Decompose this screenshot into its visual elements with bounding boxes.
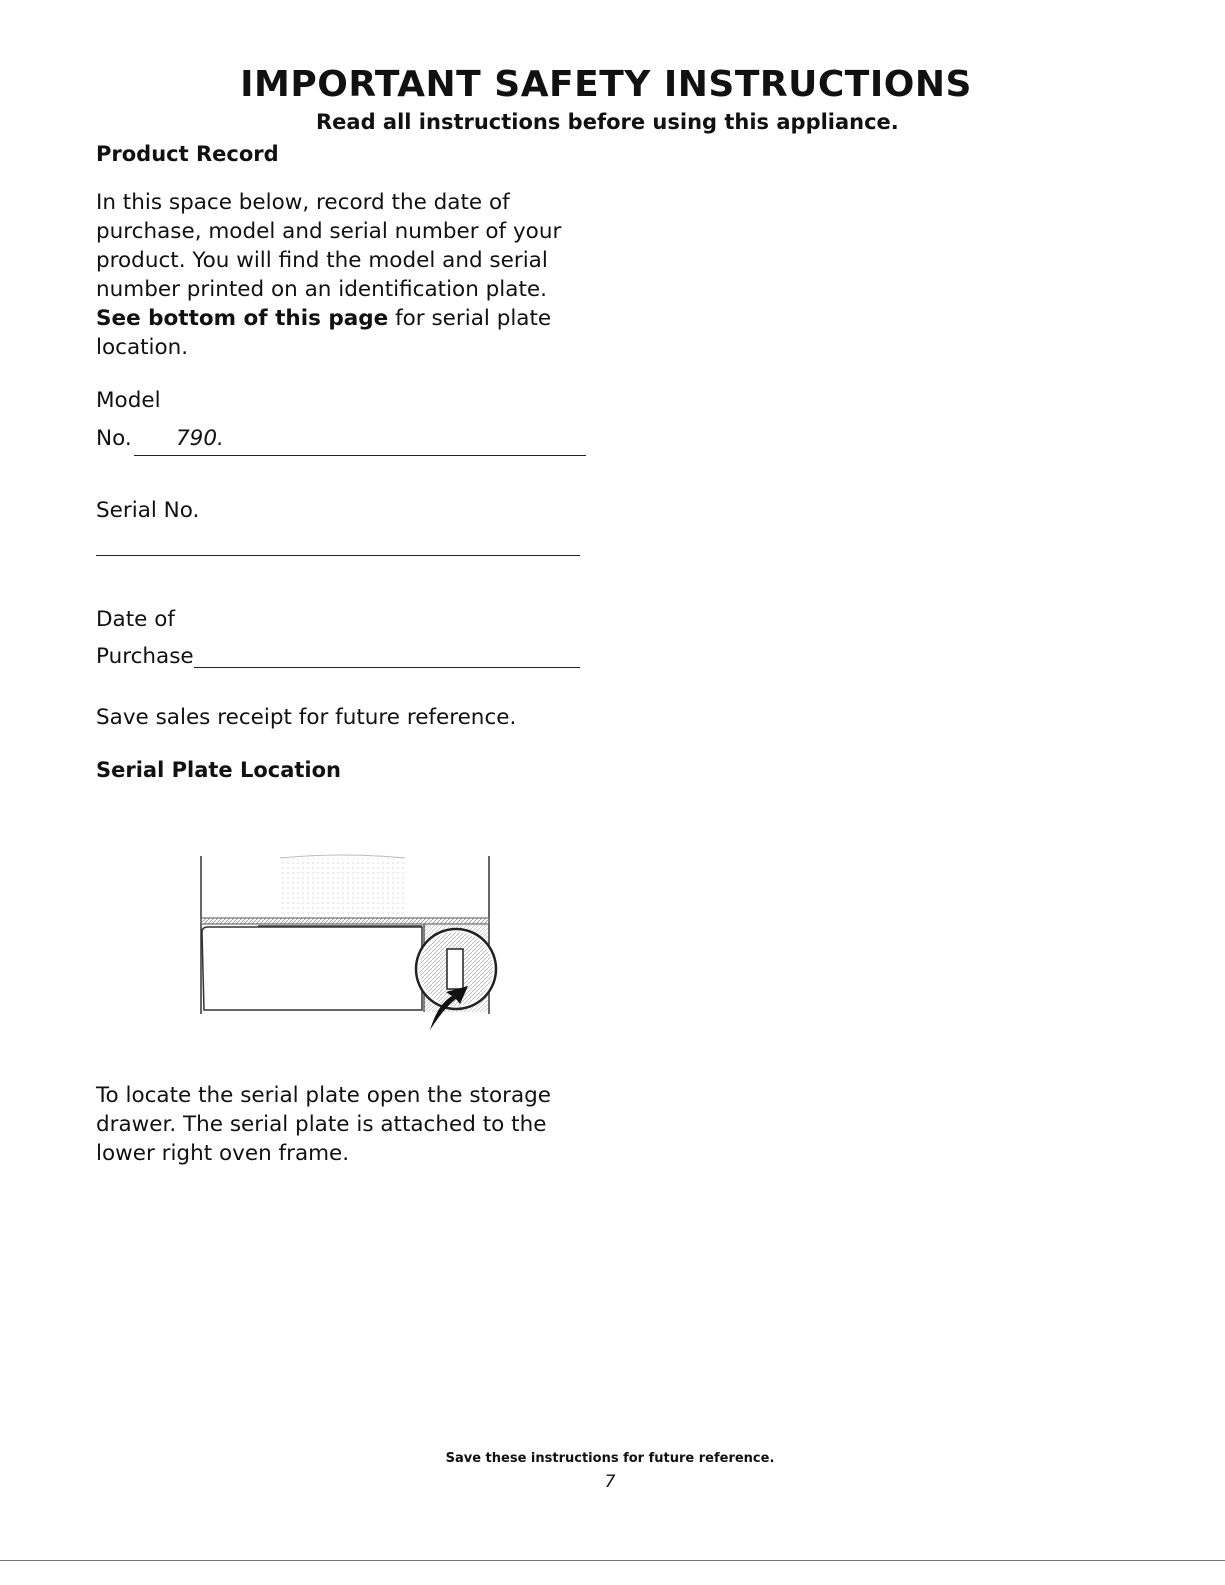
- purchase-label: Purchase: [96, 644, 194, 669]
- page-number: 7: [604, 1472, 616, 1492]
- intro-line: location.: [96, 335, 189, 360]
- see-bottom-emphasis: See bottom of this page: [96, 306, 389, 331]
- receipt-note: Save sales receipt for future reference.: [96, 705, 517, 730]
- intro-line: purchase, model and serial number of your: [96, 219, 562, 244]
- model-label: Model: [96, 388, 161, 413]
- serial-plate-heading: Serial Plate Location: [96, 758, 341, 782]
- serial-plate-description: [96, 1081, 551, 1168]
- product-record-heading: Product Record: [96, 142, 279, 166]
- model-number-line: [134, 455, 586, 456]
- page-bottom-divider: [0, 1560, 1225, 1561]
- date-of-label: Date of: [96, 607, 175, 632]
- description-line: drawer. The serial plate is attached to the: [96, 1112, 547, 1137]
- serial-number-line: [96, 555, 580, 556]
- description-line: lower right oven frame.: [96, 1141, 350, 1166]
- model-number-value: 790.: [176, 426, 224, 451]
- purchase-date-line: [194, 667, 580, 668]
- serial-plate-illustration: [192, 852, 512, 1046]
- page-subtitle: Read all instructions before using this appliance.: [316, 110, 899, 134]
- intro-line: number printed on an identification plate.: [96, 277, 547, 302]
- page-title: IMPORTANT SAFETY INSTRUCTIONS: [240, 64, 972, 105]
- intro-line: product. You will find the model and serial: [96, 248, 548, 273]
- see-bottom-rest: for serial plate: [388, 306, 552, 331]
- oven-drawer-drawing: [192, 852, 512, 1042]
- model-no-label: No.: [96, 426, 132, 451]
- intro-line: In this space below, record the date of: [96, 190, 510, 215]
- product-record-intro: [96, 188, 616, 362]
- intro-line-see: [96, 304, 616, 333]
- description-line: To locate the serial plate open the storage: [96, 1083, 551, 1108]
- serial-no-label: Serial No.: [96, 498, 200, 523]
- footer-note: Save these instructions for future reference.: [445, 1451, 775, 1466]
